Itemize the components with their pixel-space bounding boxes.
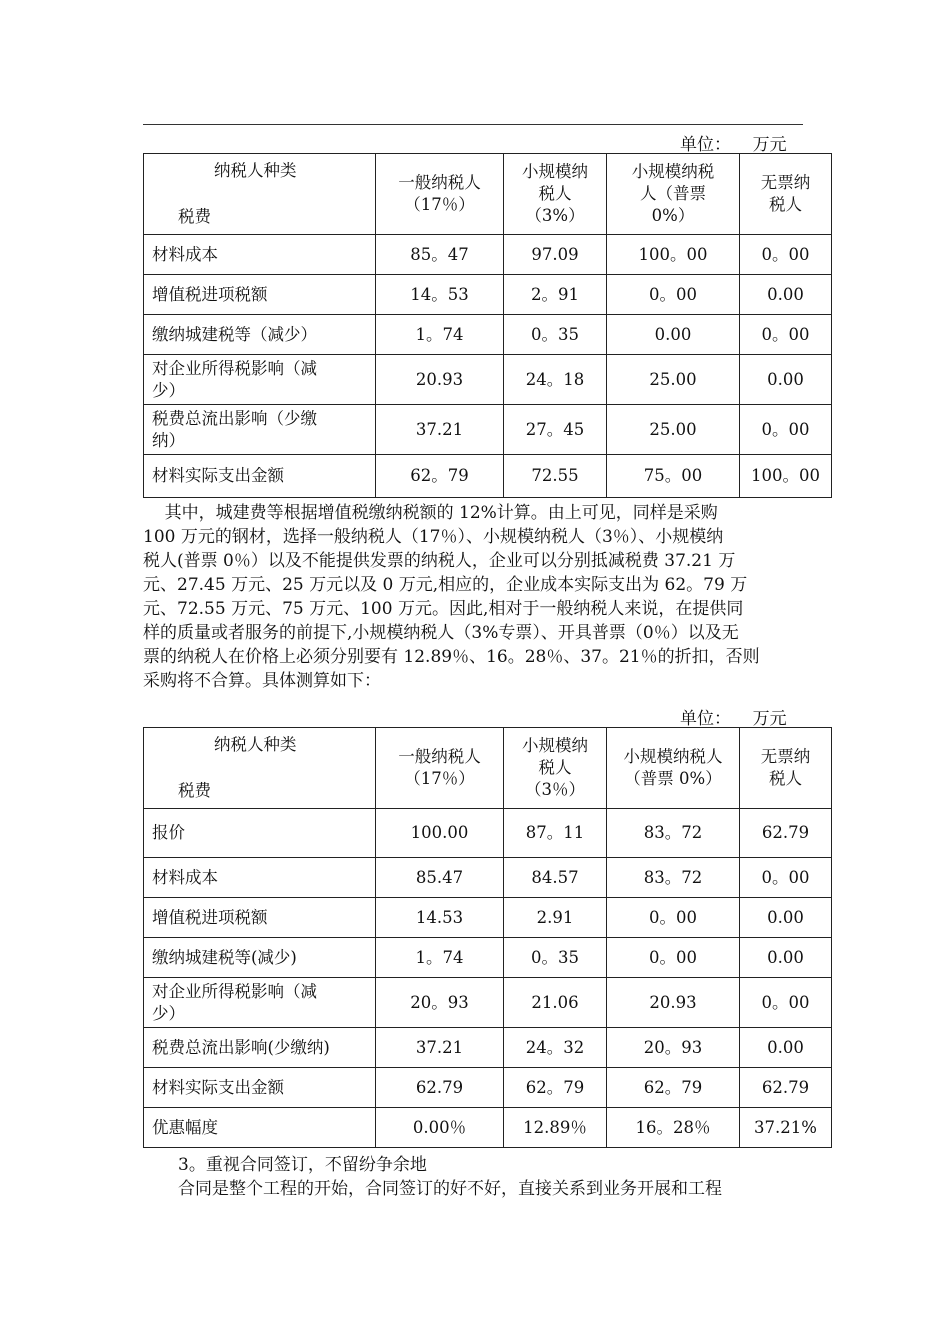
row-label-line: 材料实际支出金额 — [152, 1077, 284, 1097]
value-cell: 84.57 — [504, 858, 607, 898]
row-label-line: 税费总流出影响(少缴纳) — [152, 1037, 330, 1057]
value-cell: 20.93 — [607, 978, 740, 1028]
value-cell: 100.00 — [376, 809, 504, 858]
row-label-line: 优惠幅度 — [152, 1117, 218, 1137]
value-cell: 14。53 — [376, 275, 504, 315]
column-header — [740, 728, 832, 809]
top-rule — [143, 124, 803, 125]
table-row — [144, 938, 832, 978]
row-label-line: 材料成本 — [152, 244, 218, 264]
value-cell: 0。00 — [740, 405, 832, 455]
column-header-line: 小规模纳税 — [631, 162, 715, 181]
closing-line: 合同是整个工程的开始，合同签订的好不好，直接关系到业务开展和工程 — [178, 1179, 722, 1199]
corner-header-cell — [144, 154, 376, 235]
value-cell: 27。45 — [504, 405, 607, 455]
corner-bottom-label: 税费 — [178, 207, 211, 226]
table-row — [144, 235, 832, 275]
value-cell: 0。00 — [740, 978, 832, 1028]
value-cell: 37.21% — [740, 1108, 832, 1148]
table-row — [144, 858, 832, 898]
value-cell: 25.00 — [607, 405, 740, 455]
paragraph-line: 其中，城建费等根据增值税缴纳税额的 12%计算。由上可见，同样是采购 — [143, 503, 718, 523]
header-row — [144, 728, 832, 809]
row-label-line: 少） — [152, 380, 185, 400]
row-label — [144, 455, 376, 498]
value-cell: 24。18 — [504, 355, 607, 405]
corner-bottom-label: 税费 — [178, 781, 211, 800]
column-header-line: 税人 — [538, 758, 572, 777]
column-header-line: 人（普票 — [640, 184, 706, 203]
row-label — [144, 1068, 376, 1108]
row-label — [144, 1108, 376, 1148]
value-cell: 21.06 — [504, 978, 607, 1028]
value-cell: 0.00 — [740, 898, 832, 938]
column-header — [504, 154, 607, 235]
value-cell: 75。00 — [607, 455, 740, 498]
paragraph-line: 元、27.45 万元、25 万元以及 0 万元,相应的，企业成本实际支出为 62。79 万 — [143, 575, 748, 595]
table-2 — [143, 727, 832, 1148]
table-1 — [143, 153, 832, 498]
value-cell: 0.00 — [607, 315, 740, 355]
value-cell: 20。93 — [376, 978, 504, 1028]
value-cell: 1。74 — [376, 938, 504, 978]
table-row — [144, 978, 832, 1028]
unit-label-2: 单位： 万元 — [680, 709, 787, 729]
value-cell: 87。11 — [504, 809, 607, 858]
column-header-line: 一般纳税人 — [398, 173, 481, 192]
value-cell: 0。00 — [607, 898, 740, 938]
table-row — [144, 898, 832, 938]
value-cell: 0。00 — [607, 938, 740, 978]
value-cell: 0。35 — [504, 938, 607, 978]
table-row — [144, 315, 832, 355]
row-label — [144, 405, 376, 455]
unit-label-1: 单位： 万元 — [680, 135, 787, 155]
value-cell: 1。74 — [376, 315, 504, 355]
row-label — [144, 275, 376, 315]
value-cell: 62.79 — [740, 1068, 832, 1108]
table-row — [144, 809, 832, 858]
table-row — [144, 275, 832, 315]
row-label — [144, 978, 376, 1028]
value-cell: 0。00 — [740, 315, 832, 355]
value-cell: 62。79 — [504, 1068, 607, 1108]
value-cell: 20.93 — [376, 355, 504, 405]
row-label — [144, 858, 376, 898]
row-label-line: 缴纳城建税等(减少) — [152, 947, 297, 967]
value-cell: 0.00 — [740, 355, 832, 405]
column-header-line: 0%） — [651, 206, 695, 225]
column-header-line: （普票 0%） — [624, 769, 722, 788]
value-cell: 100。00 — [740, 455, 832, 498]
value-cell: 0。00 — [607, 275, 740, 315]
row-label-line: 材料成本 — [152, 867, 218, 887]
table-row — [144, 1108, 832, 1148]
column-header — [607, 154, 740, 235]
value-cell: 83。72 — [607, 858, 740, 898]
row-label — [144, 235, 376, 275]
row-label-line: 增值税进项税额 — [152, 284, 268, 304]
row-label-line: 少） — [152, 1003, 185, 1023]
value-cell: 97.09 — [504, 235, 607, 275]
row-label-line: 税费总流出影响（少缴 — [152, 408, 317, 428]
paragraph-line: 采购将不合算。具体测算如下： — [143, 671, 381, 691]
row-label — [144, 1028, 376, 1068]
value-cell: 62。79 — [607, 1068, 740, 1108]
corner-top-label: 纳税人种类 — [214, 161, 297, 180]
value-cell: 100。00 — [607, 235, 740, 275]
value-cell: 2.91 — [504, 898, 607, 938]
column-header — [607, 728, 740, 809]
column-header-line: 一般纳税人 — [398, 747, 481, 766]
value-cell: 0.00％ — [376, 1108, 504, 1148]
value-cell: 37.21 — [376, 405, 504, 455]
paragraph-line: 税人(普票 0％）以及不能提供发票的纳税人，企业可以分别抵减税费 37.21 万 — [143, 551, 736, 571]
column-header-line: 无票纳 — [760, 747, 811, 766]
row-label-line: 缴纳城建税等（减少） — [152, 324, 317, 344]
value-cell: 62.79 — [376, 1068, 504, 1108]
value-cell: 16。28％ — [607, 1108, 740, 1148]
column-header-line: 小规模纳 — [522, 162, 588, 181]
header-row — [144, 154, 832, 235]
table-row — [144, 405, 832, 455]
row-label-line: 增值税进项税额 — [152, 907, 268, 927]
table-row — [144, 1068, 832, 1108]
column-header-line: 税人 — [538, 184, 572, 203]
row-label — [144, 315, 376, 355]
column-header-line: 无票纳 — [760, 173, 811, 192]
column-header-line: 小规模纳税人 — [623, 747, 723, 766]
row-label — [144, 898, 376, 938]
value-cell: 37.21 — [376, 1028, 504, 1068]
column-header-line: （3%） — [525, 206, 585, 225]
column-header — [376, 154, 504, 235]
corner-header-cell — [144, 728, 376, 809]
column-header-line: 税人 — [769, 769, 802, 788]
column-header-line: 小规模纳 — [522, 736, 588, 755]
value-cell: 0。00 — [740, 858, 832, 898]
row-label-line: 对企业所得税影响（减 — [152, 981, 317, 1001]
row-label-line: 报价 — [152, 823, 185, 842]
table-row — [144, 455, 832, 498]
value-cell: 62.79 — [740, 809, 832, 858]
row-label — [144, 809, 376, 858]
column-header-line: （3％） — [525, 780, 585, 799]
column-header-line: （17％） — [404, 195, 475, 214]
value-cell: 85.47 — [376, 858, 504, 898]
row-label — [144, 938, 376, 978]
value-cell: 83。72 — [607, 809, 740, 858]
row-label-line: 纳） — [152, 430, 185, 450]
value-cell: 0.00 — [740, 1028, 832, 1068]
row-label — [144, 355, 376, 405]
value-cell: 12.89％ — [504, 1108, 607, 1148]
column-header — [504, 728, 607, 809]
section-heading: 3。重视合同签订，不留纷争余地 — [178, 1155, 427, 1175]
column-header — [376, 728, 504, 809]
table-row — [144, 1028, 832, 1068]
value-cell: 25.00 — [607, 355, 740, 405]
value-cell: 0。35 — [504, 315, 607, 355]
value-cell: 72.55 — [504, 455, 607, 498]
paragraph-line: 样的质量或者服务的前提下,小规模纳税人（3%专票）、开具普票（0％）以及无 — [143, 623, 739, 643]
value-cell: 2。91 — [504, 275, 607, 315]
column-header — [740, 154, 832, 235]
table-row — [144, 355, 832, 405]
value-cell: 14.53 — [376, 898, 504, 938]
paragraph-line: 票的纳税人在价格上必须分别要有 12.89％、16。28％、37。21％的折扣，否则 — [143, 647, 760, 667]
row-label-line: 对企业所得税影响（减 — [152, 358, 317, 378]
column-header-line: 税人 — [769, 195, 802, 214]
value-cell: 20。93 — [607, 1028, 740, 1068]
paragraph-line: 100 万元的钢材，选择一般纳税人（17％）、小规模纳税人（3％）、小规模纳 — [143, 527, 724, 547]
paragraph-line: 元、72.55 万元、75 万元、100 万元。因此,相对于一般纳税人来说，在提供同 — [143, 599, 744, 619]
column-header-line: （17％） — [404, 769, 475, 788]
value-cell: 85。47 — [376, 235, 504, 275]
value-cell: 24。32 — [504, 1028, 607, 1068]
value-cell: 0。00 — [740, 235, 832, 275]
row-label-line: 材料实际支出金额 — [152, 466, 284, 485]
value-cell: 0.00 — [740, 938, 832, 978]
corner-top-label: 纳税人种类 — [214, 735, 297, 754]
value-cell: 62。79 — [376, 455, 504, 498]
value-cell: 0.00 — [740, 275, 832, 315]
